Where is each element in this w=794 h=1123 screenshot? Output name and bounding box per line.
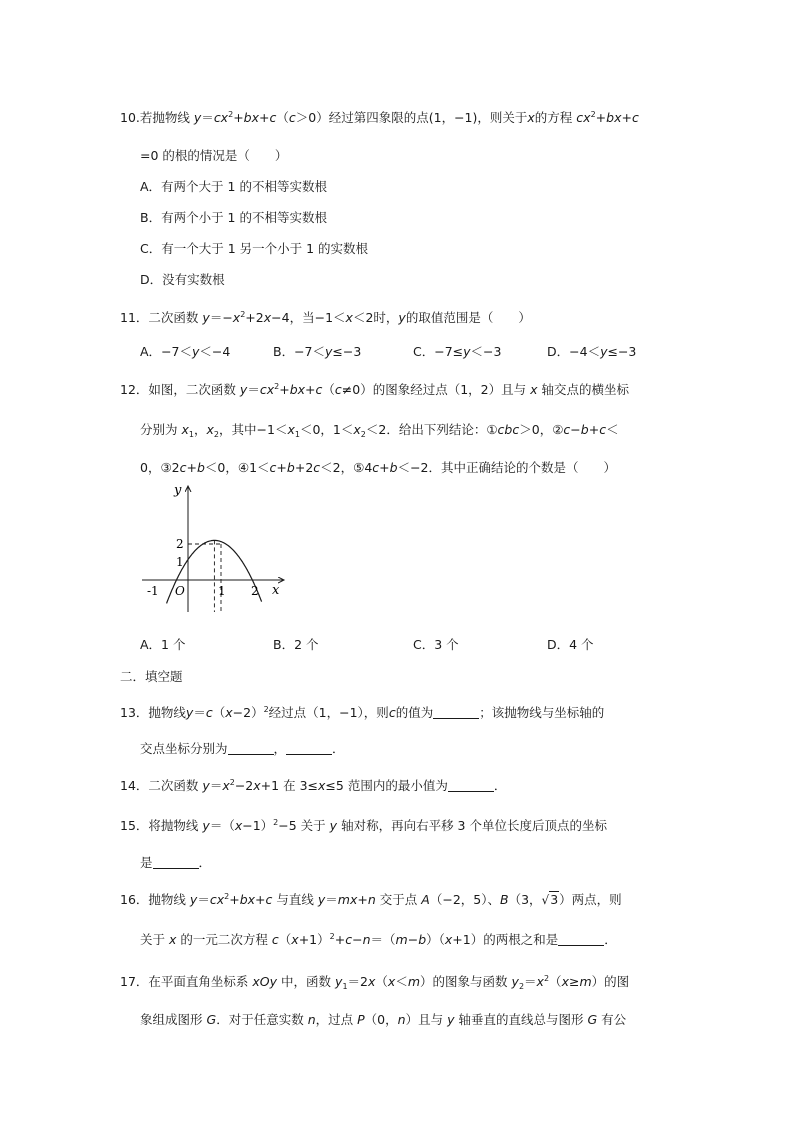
q11-stem: 11．二次函数 $y=-x^2+2x-4$，当−1＜x＜2时，y的取值范围是（ ） xyxy=(120,310,531,325)
q10-option-b: B．有两个小于 1 的不相等实数根 xyxy=(140,210,327,225)
q10-option-c: C．有一个大于 1 另一个小于 1 的实数根 xyxy=(140,241,369,256)
q16-line2: 关于 x 的一元二次方程 $c(x+1)^2+c-n=(m-b)(x+1)$的两根之和是 ． xyxy=(140,932,617,947)
q10-option-d: D．没有实数根 xyxy=(140,272,225,287)
answer-blank xyxy=(286,754,332,755)
origin-label: O xyxy=(175,584,185,598)
q13-line1: 13．抛物线$y=c(x-2)^2$经过点（1，−1），则c的值为 ；该抛物线与坐标轴的 xyxy=(120,705,605,720)
y-tick-label-1: 1 xyxy=(176,555,184,569)
q12-option-b: B．2 个 xyxy=(273,637,319,652)
q12-option-d: D．4 个 xyxy=(547,637,594,652)
answer-blank xyxy=(448,791,494,792)
parabola-graph xyxy=(140,482,290,617)
q12-option-c: C．3 个 xyxy=(413,637,459,652)
answer-blank xyxy=(433,718,479,719)
y-axis-label: y xyxy=(174,483,182,498)
q11-option-d: D．−4＜y≤−3 xyxy=(547,344,637,359)
q11-option-b: B．−7＜y≤−3 xyxy=(273,344,362,359)
q12-line1: 12．如图，二次函数 $y=cx^2+bx+c(c\ne 0)$的图象经过点（1，2）且与 x 轴交点的横坐标 xyxy=(120,382,630,397)
q12-line2: 分别为 $x_1$，$x_2$，其中$-1<x_1<0$，$1<x_2<2$．给出下列结论：①cbc＞0，②c−b+c＜ xyxy=(140,422,619,439)
q10-number: 10. xyxy=(120,110,140,125)
q12-option-a: A．1 个 xyxy=(140,637,186,652)
q16-line1: 16．抛物线 $y=cx^2+bx+c$ 与直线 y＝mx+n 交于点 A（−2，5）、B（3，√3）两点，则 xyxy=(120,892,622,907)
x-tick-label-1: 1 xyxy=(218,584,226,598)
q10-line1: 10.若抛物线 $y=cx^2+bx+c(c>0)$经过第四象限的点(1，−1)，则关于x的方程 $cx^2+bx+c$ xyxy=(120,110,639,125)
q13-line2: 交点坐标分别为 ， ． xyxy=(140,741,345,756)
section-heading: 二．填空题 xyxy=(120,669,183,684)
q14-line: 14．二次函数 $y=x^2-2x+1$ 在 3≤x≤5 范围内的最小值为 ． xyxy=(120,778,507,793)
y-tick-label-2: 2 xyxy=(176,537,184,551)
x-axis-label: x xyxy=(272,583,280,598)
x-tick-label-neg1: -1 xyxy=(147,584,159,598)
answer-blank xyxy=(228,754,274,755)
q10-line2: =0 的根的情况是（ ） xyxy=(140,148,288,163)
q17-line1: 17．在平面直角坐标系 xOy 中，函数 $y_1=2x(x<m)$的图象与函数 $y_2=x^2(x\ge m)$的图 xyxy=(120,974,630,991)
answer-blank xyxy=(558,945,604,946)
answer-blank xyxy=(153,868,199,869)
x-tick-label-2: 2 xyxy=(251,584,259,598)
q12-line3: 0，③2c+b＜0，④1＜c+b+2c＜2，⑤4c+b＜−2．其中正确结论的个数是（ ） xyxy=(140,460,617,475)
q15-line2: 是 ． xyxy=(140,855,212,870)
q17-line2: 象组成图形 G．对于任意实数 n，过点 P（0，n）且与 y 轴垂直的直线总与图形 G 有公 xyxy=(140,1012,627,1027)
q10-option-a: A．有两个大于 1 的不相等实数根 xyxy=(140,179,327,194)
q15-line1: 15．将抛物线 $y=(x-1)^2-5$ 关于 y 轴对称，再向右平移 3 个单位长度后顶点的坐标 xyxy=(120,818,607,833)
q11-option-a: A．−7＜y＜−4 xyxy=(140,344,231,359)
q11-option-c: C．−7≤y＜−3 xyxy=(413,344,502,359)
